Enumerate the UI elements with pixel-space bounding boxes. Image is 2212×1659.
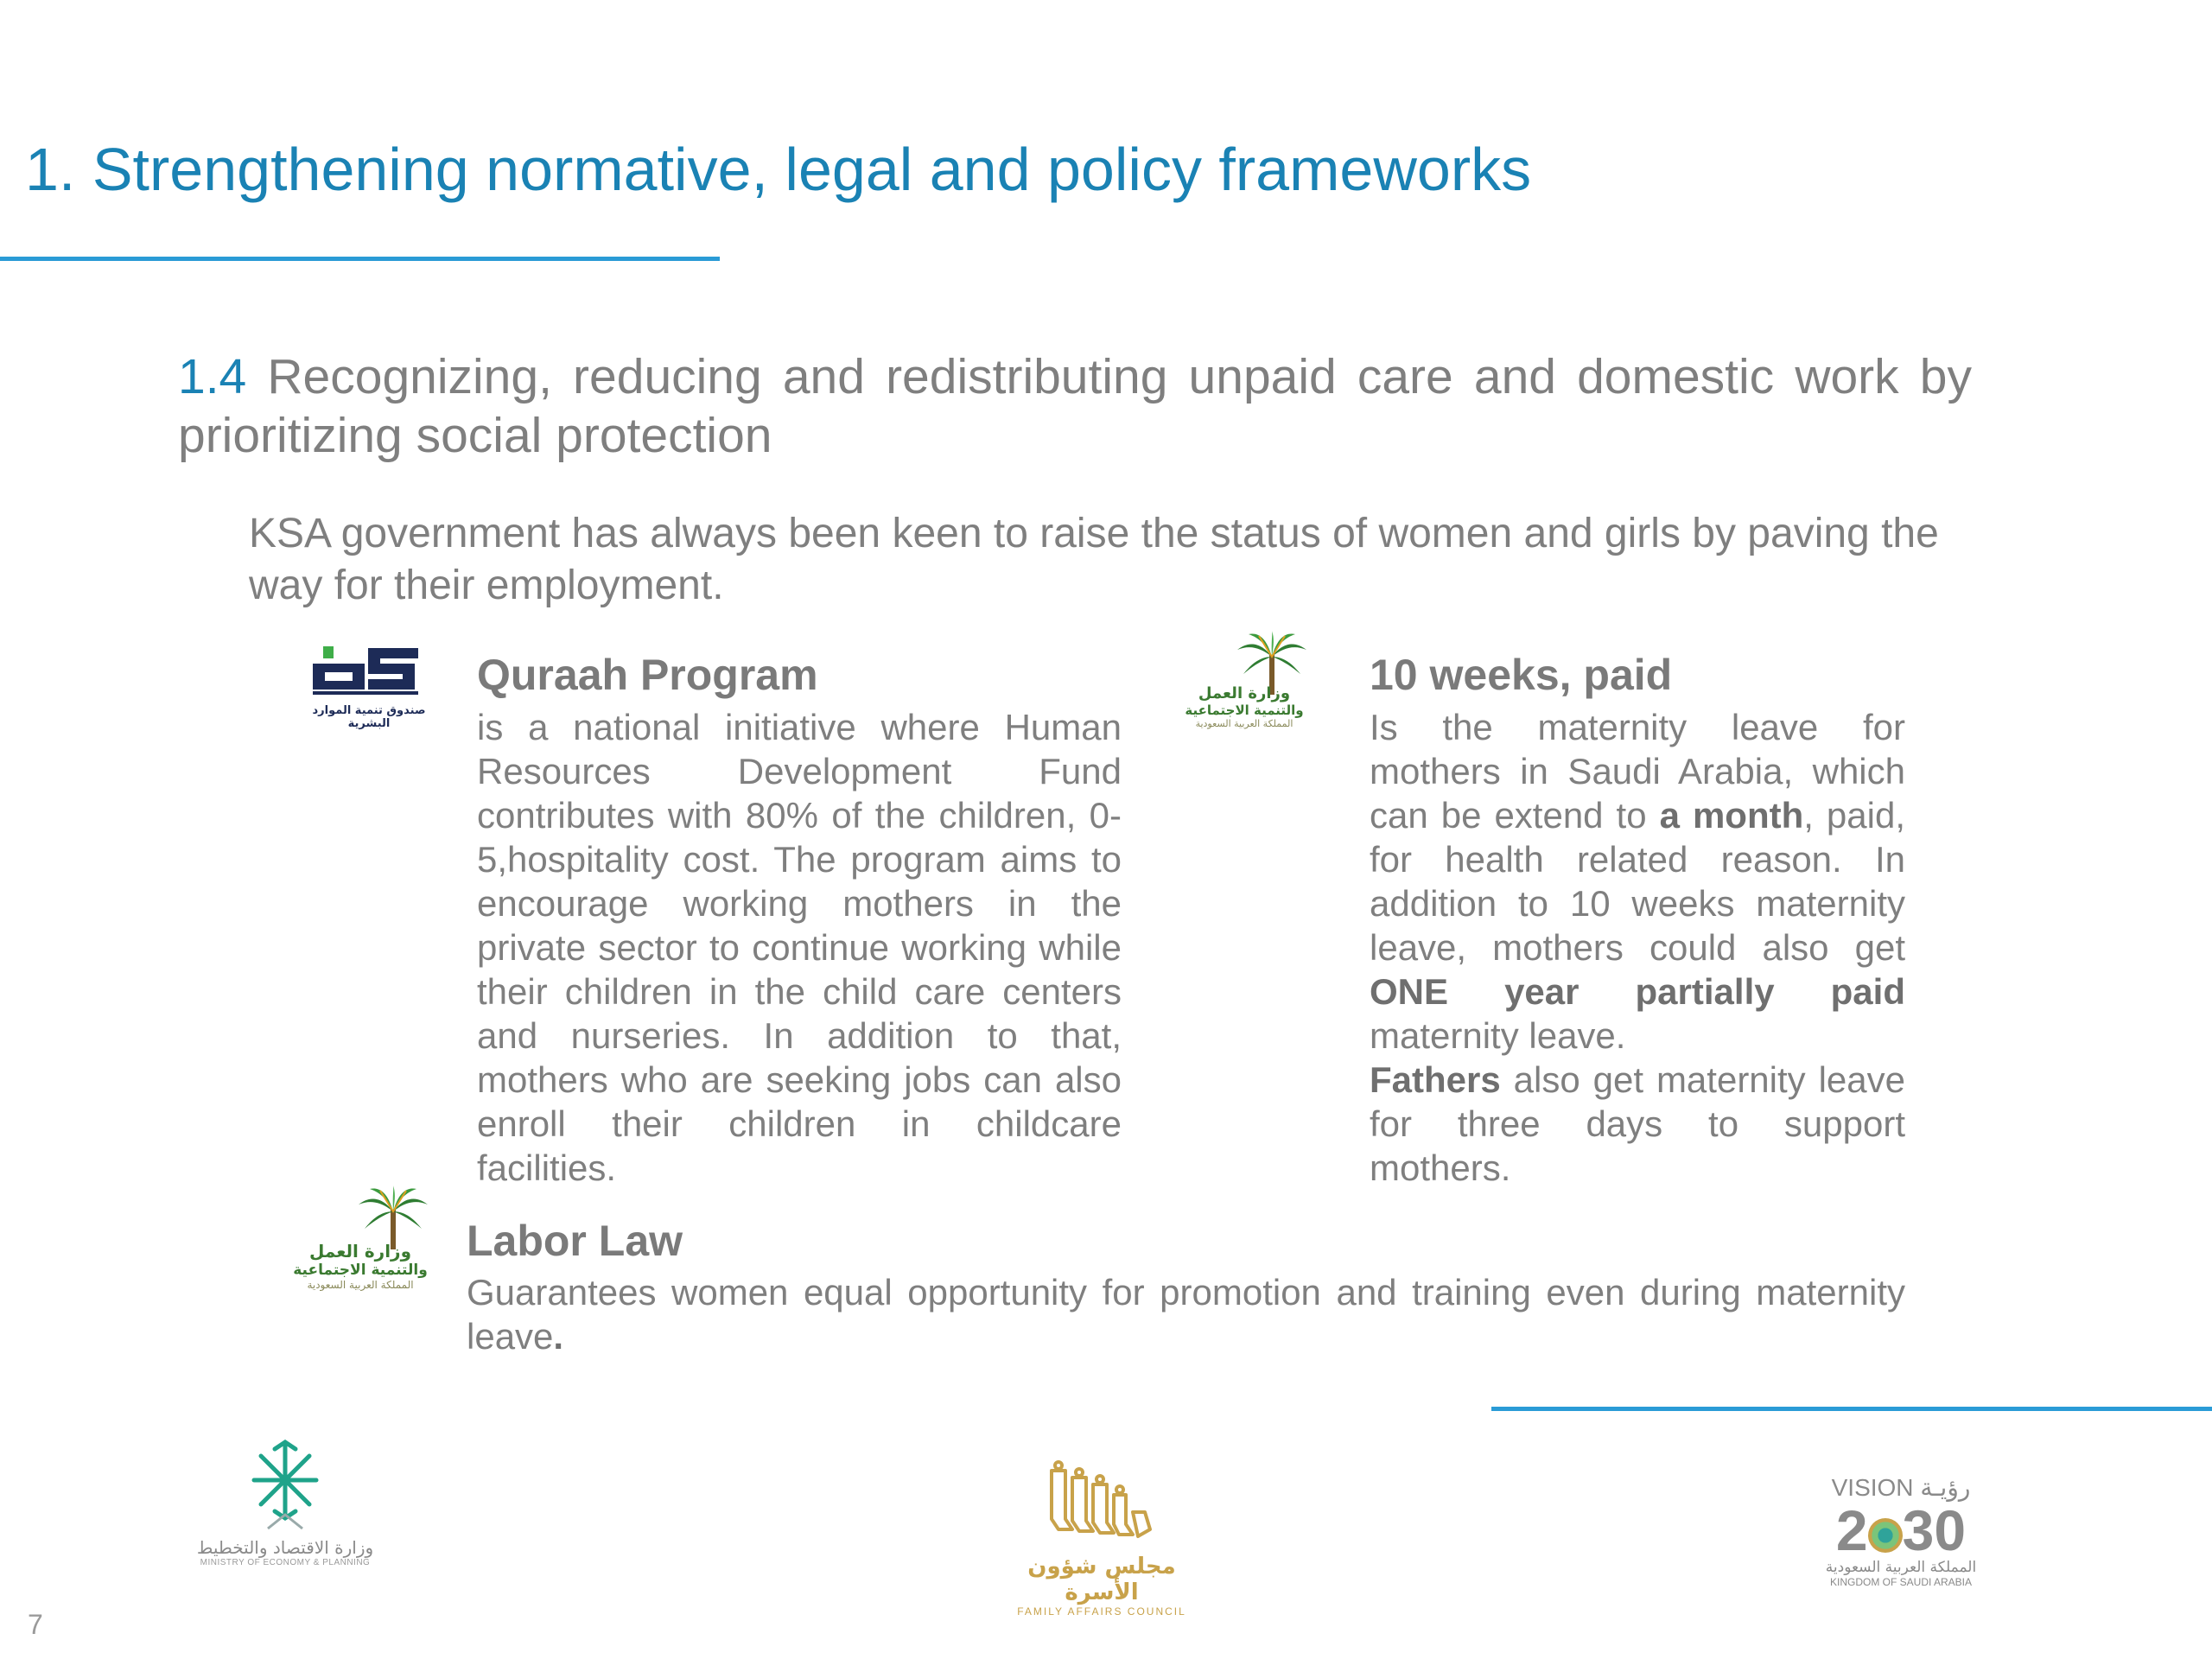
footer-rule [1491,1407,2212,1411]
maternity-bold-month: a month [1659,795,1804,836]
quraah-body: is a national initiative where Human Resources Development Fund contributes with 80% of the children, 0-5,hospitality cost. The program aims to encourage working mothers in the private sector to continue working while their children in the child care centers and nurseries. In addition to that, mothers who are seeking jobs can also enroll their children in childcare facilities. [477,707,1122,1188]
page-number: 7 [28,1609,43,1640]
intro-paragraph: KSA government has always been keen to raise the status of women and girls by paving the way for their employment. [249,511,1939,608]
maternity-body [1370,705,1905,1190]
maternity-text-3: maternity leave. [1370,1015,1626,1056]
vision-year-rest: 30 [1902,1498,1967,1562]
maternity-text-4: also get maternity leave for three days to support mothers. [1370,1059,1905,1188]
mep-logo [194,1439,376,1567]
section-number: 1.4 [178,349,247,404]
section-heading-text: Recognizing, reducing and redistributing unpaid care and domestic work by prioritizing social protection [178,349,1972,463]
ministry-labor-logo-line2: والتنمية الاجتماعية [1185,702,1304,718]
ministry-labor-logo-line3: المملكة العربية السعودية [1195,718,1294,729]
title-underline [0,257,720,261]
maternity-bold-one-year: ONE year partially paid [1370,971,1905,1012]
ministry-labor-logo-line1: وزارة العمل [1198,684,1291,702]
ministry-labor-logo-2 [278,1185,442,1324]
slide-title: 1. Strengthening normative, legal and policy frameworks [25,136,1532,203]
hrdf-logo-text: صندوق تنمية الموارد البشرية [312,704,426,730]
fac-logo [994,1460,1210,1618]
mep-logo-english: MINISTRY OF ECONOMY & PLANNING [200,1558,371,1567]
quraah-title: Quraah Program [477,651,818,699]
vision-year-dots-icon [1868,1518,1903,1553]
ministry-economy-planning-logo-icon [242,1439,328,1534]
labor-law-period: . [553,1316,564,1357]
ministry-labor-logo-2-line3: المملكة العربية السعودية [307,1279,414,1291]
ministry-labor-logo-2-line2: والتنمية الاجتماعية [293,1262,428,1279]
family-affairs-council-logo-icon [1041,1460,1162,1547]
maternity-title: 10 weeks, paid [1370,651,1673,699]
vision-year [1806,1498,1996,1562]
labor-law-title: Labor Law [467,1217,683,1265]
maternity-bold-fathers: Fathers [1370,1059,1501,1100]
vision-label: VISION [1831,1474,1914,1501]
fac-logo-english: FAMILY AFFAIRS COUNCIL [1017,1605,1186,1618]
vision-2030-logo [1806,1473,1996,1588]
maternity-text-1: Is the maternity leave for mothers in Saudi Arabia, which can be extend to [1370,707,1905,836]
labor-law-body [467,1270,1905,1358]
ministry-labor-logo [1171,631,1318,760]
vision-english: KINGDOM OF SAUDI ARABIA [1829,1576,1973,1588]
hrdf-logo [304,639,434,730]
ministry-labor-logo-2-line1: وزارة العمل [309,1241,411,1262]
section-heading [178,347,1972,465]
vision-arabic-top: رؤيـة [1920,1473,1971,1502]
fac-logo-arabic: مجلس شؤون الأسرة [1027,1554,1176,1605]
hrdf-logo-icon [304,639,434,700]
vision-arabic: المملكة العربية السعودية [1825,1559,1977,1576]
labor-law-text: Guarantees women equal opportunity for promotion and training even during maternity leave [467,1272,1905,1357]
vision-2030-logo-icon [1806,1473,1996,1502]
mep-logo-arabic: وزارة الاقتصاد والتخطيط [196,1537,374,1558]
vision-year-2: 2 [1835,1498,1868,1562]
maternity-text-2: , paid, for health related reason. In addition to 10 weeks maternity leave, mothers could also get [1370,795,1905,968]
